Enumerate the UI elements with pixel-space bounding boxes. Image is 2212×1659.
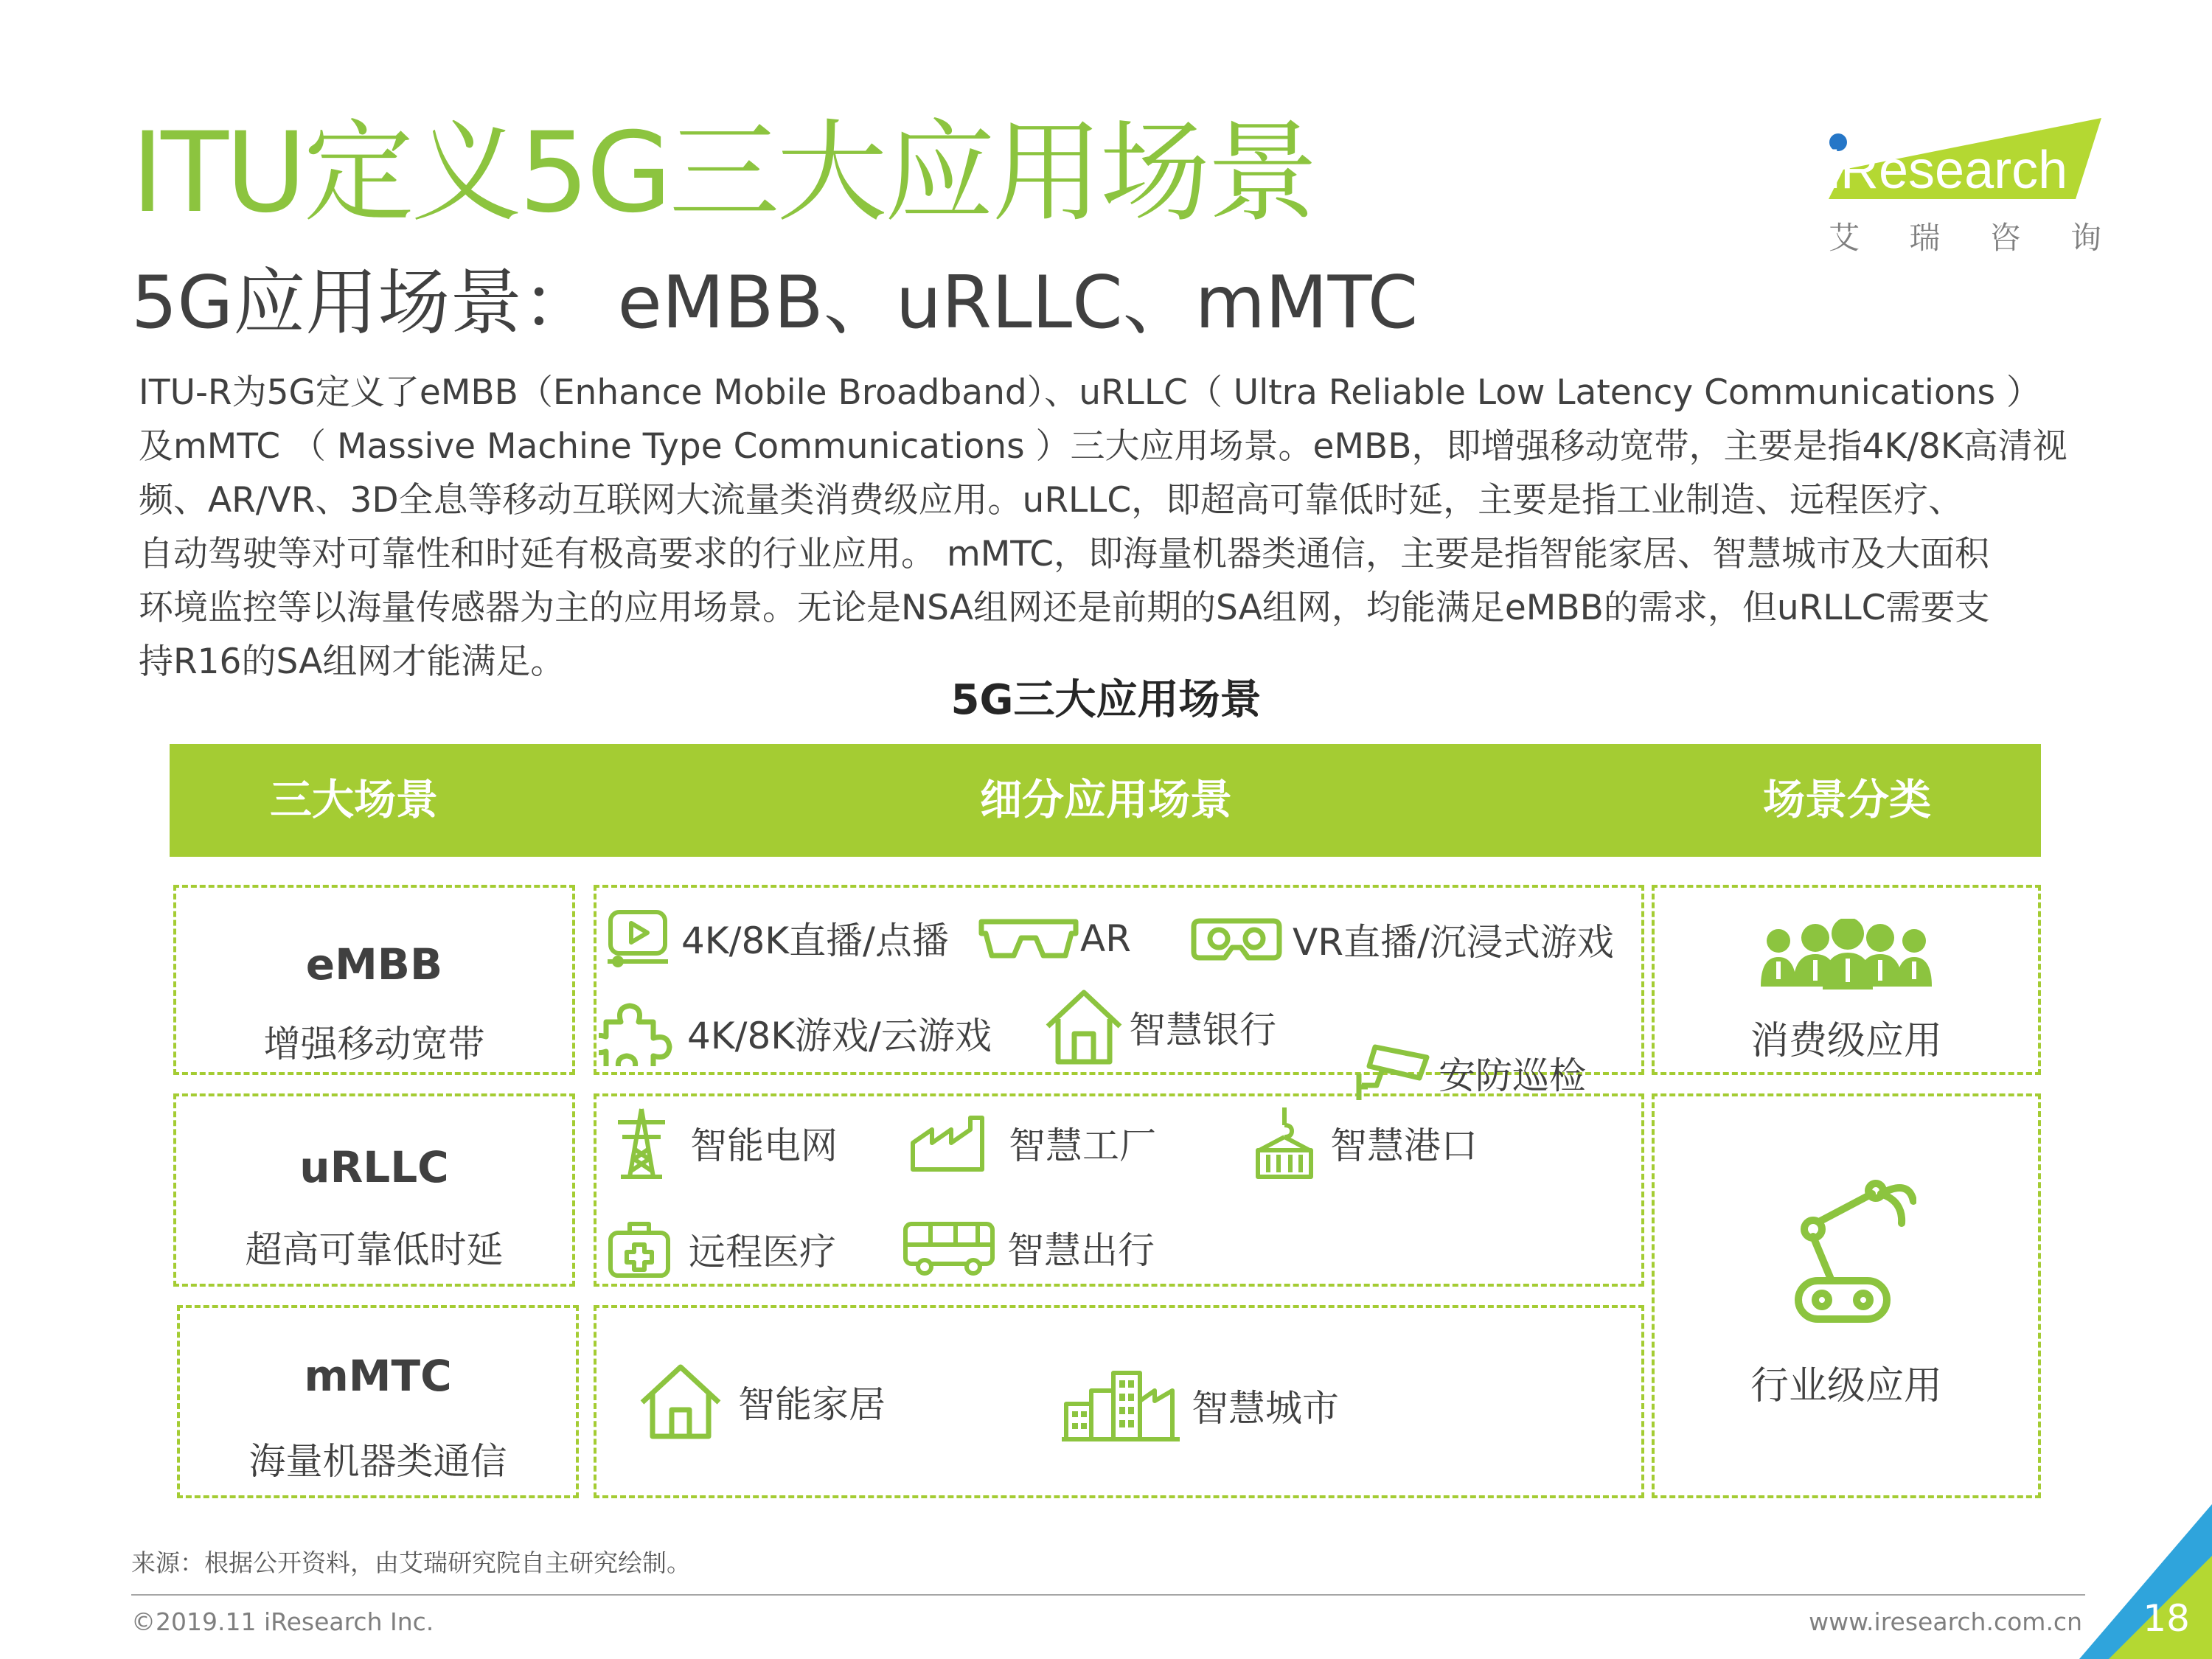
table-header [170, 744, 2041, 857]
people-group-icon [1758, 919, 1935, 992]
body-line: 自动驾驶等对可靠性和时延有极高要求的行业应用。 mMTC，即海量机器类通信，主要是指智能家居、智慧城市及大面积 [139, 534, 1990, 574]
body-paragraph [139, 366, 2115, 689]
smart-home-icon [638, 1363, 723, 1441]
logo-cn-char: 艾 [1829, 220, 1860, 256]
app-bank-label: 智慧银行 [1129, 1009, 1276, 1051]
surveillance-camera-icon [1353, 1041, 1434, 1105]
scenario-cell-urllc [173, 1093, 575, 1287]
app-grid-label: 智能电网 [690, 1124, 838, 1167]
page-number: 18 [2143, 1597, 2190, 1640]
category-cell-industry [1652, 1093, 2041, 1498]
scenario-desc: 海量机器类通信 [248, 1440, 507, 1483]
logo-cn-char: 咨 [1989, 220, 2021, 256]
scenario-cell-embb [173, 885, 575, 1075]
app-game-label: 4K/8K游戏/云游戏 [687, 1015, 992, 1057]
scenario-name: mMTC [304, 1351, 452, 1401]
app-city-label: 智慧城市 [1192, 1387, 1339, 1430]
category-industry-label: 行业级应用 [1750, 1364, 1942, 1408]
factory-icon [908, 1113, 990, 1172]
app-transport-label: 智慧出行 [1007, 1229, 1155, 1272]
copyright: ©2019.11 iResearch Inc. [131, 1607, 434, 1636]
app-video-label: 4K/8K直播/点播 [681, 919, 949, 962]
app-city [1062, 1368, 1339, 1442]
table-title: 5G三大应用场景 [950, 676, 1262, 724]
body-line: ITU-R为5G定义了eMBB（Enhance Mobile Broadband）、uRLLC（ Ultra Reliable Low Latency Communications ） [139, 372, 2041, 413]
page-subtitle: 5G应用场景： eMBB、uRLLC、mMTC [131, 261, 1419, 345]
app-medical-label: 远程医疗 [689, 1231, 836, 1273]
vr-headset-icon [1191, 914, 1282, 965]
app-ar-label: AR [1080, 917, 1131, 960]
scenario-desc: 增强移动宽带 [263, 1023, 485, 1065]
app-vr [1191, 913, 1614, 966]
footer-divider [131, 1594, 2085, 1596]
puzzle-piece-icon [599, 1000, 672, 1066]
category-consumer-label: 消费级应用 [1750, 1019, 1942, 1063]
app-grid [612, 1106, 838, 1180]
scenario-desc: 超高可靠低时延 [245, 1228, 504, 1271]
page-title: ITU定义5G三大应用场景 [131, 109, 1315, 237]
body-line: 频、AR/VR、3D全息等移动互联网大流量类消费级应用。uRLLC，即超高可靠低时延，主要是指工业制造、远程医疗、 [139, 480, 1964, 521]
medical-kit-icon [606, 1218, 672, 1280]
website-url: www.iresearch.com.cn [1809, 1607, 2082, 1636]
ar-glasses-icon [977, 913, 1080, 964]
scenario-name: eMBB [305, 939, 443, 990]
app-port [1253, 1106, 1478, 1180]
app-home [638, 1363, 886, 1441]
container-crane-icon [1253, 1106, 1315, 1180]
scenario-name: uRLLC [299, 1142, 449, 1192]
logo-text: iResearch [1829, 141, 2068, 200]
video-play-icon [605, 908, 671, 967]
power-tower-icon [612, 1106, 671, 1180]
app-medical [606, 1218, 836, 1280]
app-bank [1043, 988, 1276, 1066]
app-transport [901, 1218, 1155, 1277]
logo-cn-text [1829, 214, 2101, 258]
robot-arm-icon [1791, 1178, 1916, 1325]
logo-cn-char: 瑞 [1909, 220, 1941, 256]
body-line: 环境监控等以海量传感器为主的应用场景。无论是NSA组网还是前期的SA组网，均能满足eMBB的需求，但uRLLC需要支 [139, 588, 1990, 628]
header-scenarios: 三大场景 [270, 776, 438, 824]
city-buildings-icon [1062, 1368, 1180, 1442]
app-vr-label: VR直播/沉浸式游戏 [1293, 921, 1614, 964]
body-line: 持R16的SA组网才能满足。 [139, 641, 566, 682]
app-ar [977, 913, 1131, 964]
logo-cn-char: 询 [2070, 220, 2101, 256]
app-security [1353, 1041, 1586, 1105]
bus-icon [901, 1218, 997, 1277]
source-note: 来源：根据公开资料，由艾瑞研究院自主研究绘制。 [131, 1548, 691, 1577]
app-factory-label: 智慧工厂 [1009, 1124, 1156, 1167]
header-applications: 细分应用场景 [980, 776, 1232, 824]
scenario-cell-mmtc [177, 1305, 579, 1498]
app-port-label: 智慧港口 [1330, 1124, 1478, 1167]
app-factory [908, 1113, 1156, 1172]
app-video [605, 908, 949, 967]
body-line: 及mMTC （ Massive Machine Type Communications ）三大应用场景。eMBB，即增强移动宽带，主要是指4K/8K高清视 [139, 426, 2067, 467]
house-bank-icon [1043, 988, 1124, 1066]
category-cell-consumer [1652, 885, 2041, 1075]
app-home-label: 智能家居 [738, 1383, 886, 1426]
header-categories: 场景分类 [1763, 776, 1931, 824]
app-game [599, 1000, 992, 1066]
app-security-label: 安防巡检 [1439, 1054, 1586, 1097]
